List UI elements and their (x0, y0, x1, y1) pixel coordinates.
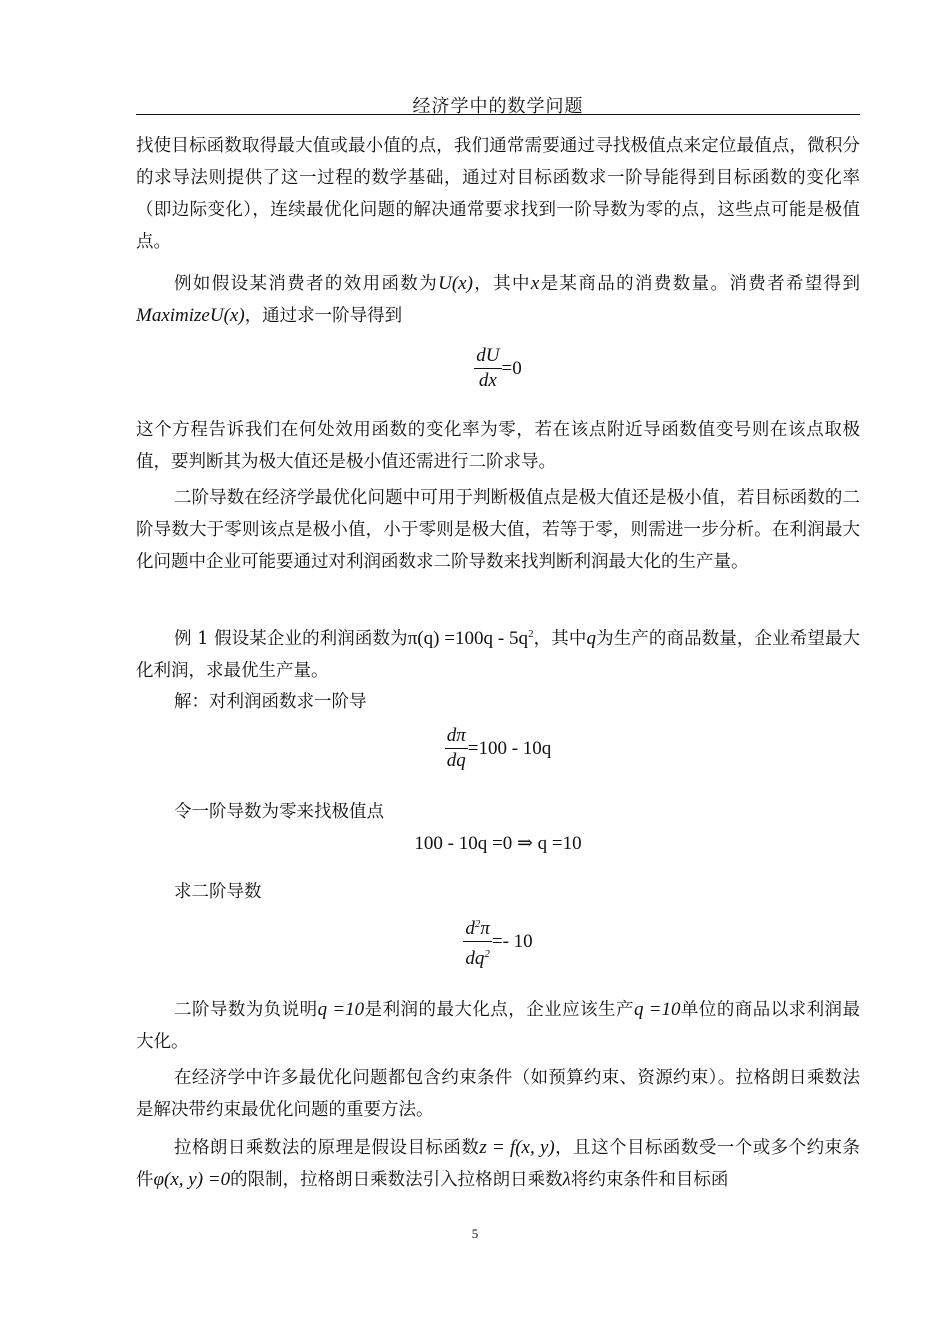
paragraph-8: 求二阶导数 (174, 882, 262, 902)
equation-dpi-dq (136, 724, 860, 773)
paragraph-1: 找使目标函数取得最大值或最小值的点，我们通常需要通过寻找极值点来定位最值点，微积分的求导法则提供了这一过程的数学基础，通过对目标函数求一阶导能得到目标函数的变化率（即边际变化），连续最优化问题的解决通常要求找到一阶导数为零的点，这些点可能是极值点。 (136, 136, 860, 252)
objective-function-formula: z = f(x, y) (479, 1137, 555, 1158)
variable-x: x (530, 273, 540, 294)
profit-formula-body: π(q) =100q - 5q (407, 628, 529, 649)
fraction (463, 912, 492, 971)
fraction-denominator: dx (478, 370, 497, 391)
text-span: 是利润的最大化点，企业应该生产 (364, 1000, 634, 1020)
fraction-numerator: dπ (445, 724, 468, 749)
fraction (445, 724, 468, 773)
lambda-symbol: λ (562, 1169, 571, 1190)
text-span: ，其中 (472, 274, 531, 294)
q-equals-10-formula: q =10 (317, 999, 365, 1020)
running-header: 经济学中的数学问题 (412, 96, 584, 117)
equation-solve-q: 100 - 10q =0 ⇒ q =10 (414, 833, 582, 854)
exponent: 2 (474, 918, 481, 930)
text-span: 是某商品的消费数量。消费者希望得到 (539, 274, 861, 294)
fraction-numerator (463, 912, 492, 942)
paragraph-4: 二阶导数在经济学最优化问题中可用于判断极值点是极大值还是极小值，若目标函数的二阶导数大于零则该点是极小值，小于零则是极大值，若等于零，则需进一步分析。在利润最大化问题中企业可能要通过对利润函数求二阶导数来找判断利润最大化的生产量。 (136, 488, 860, 572)
text-span: 例如假设某消费者的效用函数为 (174, 274, 439, 294)
variable-q: q (586, 628, 596, 649)
text-span: 将约束条件和目标函 (570, 1170, 729, 1190)
paragraph-3: 这个方程告诉我们在何处效用函数的变化率为零，若在该点附近导函数值变号则在该点取极值，要判断其为极大值还是极小值还需进行二阶求导。 (136, 420, 860, 472)
equation-rhs: =0 (501, 357, 522, 379)
text-span: ，其中 (533, 629, 587, 649)
equation-rhs: =100 - 10q (467, 737, 552, 759)
text-span: 二阶导数为负说明 (174, 1000, 318, 1020)
paragraph-10: 在经济学中许多最优化问题都包含约束条件（如预算约束、资源约束）。拉格朗日乘数法是解决带约束最优化问题的重要方法。 (136, 1068, 860, 1120)
fraction (474, 344, 501, 393)
paragraph-5 (136, 618, 860, 687)
page-number: 5 (471, 1226, 479, 1241)
exponent: 2 (484, 948, 490, 960)
fraction-numerator: dU (474, 344, 501, 369)
constraint-formula: φ(x, y) =0 (153, 1169, 231, 1190)
equation-second-derivative (136, 912, 860, 971)
num-d: d (465, 918, 475, 939)
text-span: ，通过求一阶导得到 (244, 306, 403, 326)
text-span: 的限制，拉格朗日乘数法引入拉格朗日乘数 (230, 1170, 563, 1190)
den-dq: dq (465, 948, 485, 969)
exponent: 2 (528, 628, 534, 640)
maximize-formula: MaximizeU(x) (136, 305, 245, 326)
text-span: 拉格朗日乘数法的原理是假设目标函数 (174, 1138, 480, 1158)
text-span: 单位的商品以求利润最大化。 (136, 1000, 861, 1052)
num-pi: π (480, 918, 490, 939)
q-equals-10-formula: q =10 (633, 999, 681, 1020)
paragraph-6: 解：对利润函数求一阶导 (174, 692, 367, 712)
fraction-denominator (463, 942, 492, 971)
profit-function-formula (408, 628, 534, 649)
utility-function-formula: U(x) (438, 273, 473, 294)
equation-du-dx (136, 344, 860, 393)
equation-rhs: =- 10 (491, 930, 533, 952)
paragraph-9 (136, 994, 860, 1058)
paragraph-7: 令一阶导数为零来找极值点 (174, 802, 384, 822)
text-span: ，且这个目标函数受一个或多个约束条件 (136, 1138, 861, 1190)
fraction-denominator: dq (446, 750, 466, 771)
header-rule (136, 114, 860, 115)
text-span: 例 1 假设某企业的利润函数为 (174, 629, 408, 649)
text-span: 为生产的商品数量，企业希望最大化利润，求最优生产量。 (136, 629, 861, 681)
paragraph-11 (136, 1132, 860, 1196)
paragraph-2 (136, 268, 860, 332)
